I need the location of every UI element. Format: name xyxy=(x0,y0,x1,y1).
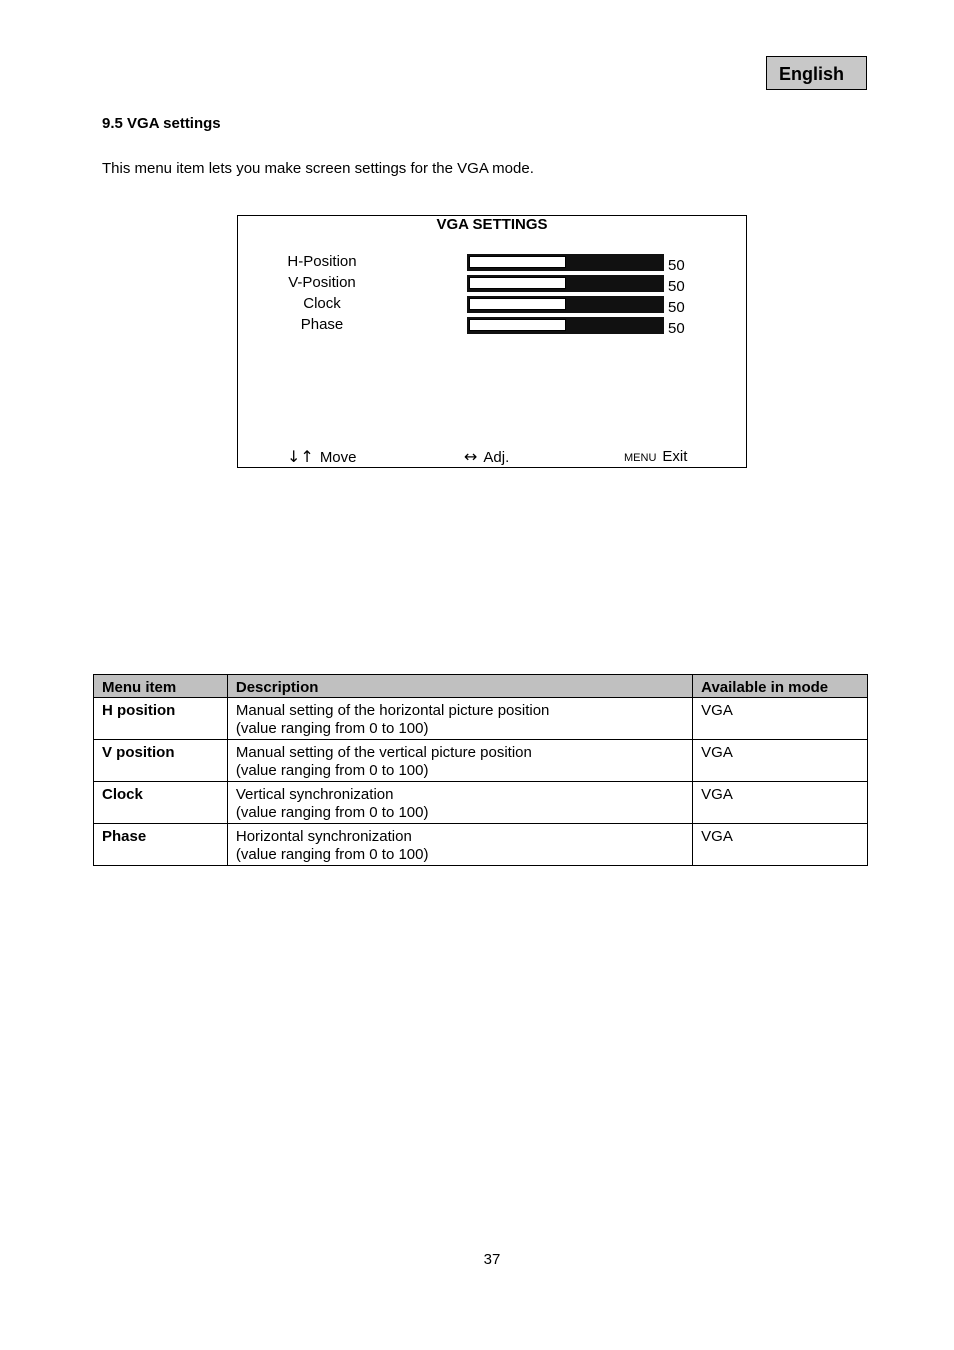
osd-value: 50 xyxy=(668,299,685,316)
menu-item-cell: V position xyxy=(94,740,228,782)
osd-slider-bar xyxy=(467,296,664,313)
osd-slider-bar xyxy=(467,317,664,334)
osd-row-v-position xyxy=(238,274,746,295)
description-cell xyxy=(227,740,692,782)
mode-cell: VGA xyxy=(693,782,868,824)
description-range: (value ranging from 0 to 100) xyxy=(235,762,429,779)
osd-row-clock xyxy=(238,295,746,316)
intro-text: This menu item lets you make screen settings for the VGA mode. xyxy=(102,160,534,177)
table-row xyxy=(94,698,868,740)
description-cell xyxy=(227,782,692,824)
osd-hint-move xyxy=(287,448,357,467)
left-right-arrow-icon: ↔ xyxy=(464,447,478,466)
osd-slider-fill xyxy=(469,277,566,289)
column-header-menu-item: Menu item xyxy=(94,675,228,698)
osd-title: VGA SETTINGS xyxy=(436,216,548,233)
description-line: Manual setting of the vertical picture position xyxy=(235,744,532,761)
osd-hint-exit xyxy=(624,448,687,467)
mode-cell: VGA xyxy=(693,698,868,740)
osd-slider-fill xyxy=(469,298,566,310)
vga-settings-table xyxy=(93,674,868,866)
osd-hint-adjust xyxy=(464,448,509,467)
mode-cell: VGA xyxy=(693,824,868,866)
osd-slider-bar xyxy=(467,275,664,292)
menu-item-cell: H position xyxy=(94,698,228,740)
osd-row-phase xyxy=(238,316,746,337)
table-row xyxy=(94,824,868,866)
osd-label: V-Position xyxy=(288,274,356,291)
column-header-available-in-mode: Available in mode xyxy=(693,675,868,698)
menu-item-cell: Phase xyxy=(94,824,228,866)
vga-settings-osd-panel xyxy=(237,215,747,468)
table-row xyxy=(94,740,868,782)
description-line: Vertical synchronization xyxy=(235,786,394,803)
adjust-label: Adj. xyxy=(483,449,510,466)
osd-slider-fill xyxy=(469,319,566,331)
osd-slider-bar xyxy=(467,254,664,271)
mode-cell: VGA xyxy=(693,740,868,782)
description-range: (value ranging from 0 to 100) xyxy=(235,846,429,863)
description-line: Manual setting of the horizontal picture position xyxy=(235,702,550,719)
osd-label: H-Position xyxy=(287,253,357,270)
osd-value: 50 xyxy=(668,320,685,337)
language-badge: English xyxy=(766,56,867,90)
osd-value: 50 xyxy=(668,257,685,274)
up-down-arrow-icon: ↓↑ xyxy=(287,447,314,466)
exit-label: Exit xyxy=(662,448,688,465)
menu-item-cell: Clock xyxy=(94,782,228,824)
osd-value: 50 xyxy=(668,278,685,295)
osd-slider-fill xyxy=(469,256,566,268)
description-range: (value ranging from 0 to 100) xyxy=(235,720,429,737)
description-cell xyxy=(227,824,692,866)
osd-label: Phase xyxy=(300,316,344,333)
column-header-description: Description xyxy=(227,675,692,698)
table-row xyxy=(94,782,868,824)
section-heading: 9.5 VGA settings xyxy=(102,115,221,132)
page-number: 37 xyxy=(483,1251,501,1268)
description-cell xyxy=(227,698,692,740)
osd-row-h-position xyxy=(238,253,746,274)
description-line: Horizontal synchronization xyxy=(235,828,412,845)
menu-key-label: MENU xyxy=(624,452,657,464)
description-range: (value ranging from 0 to 100) xyxy=(235,804,429,821)
osd-label: Clock xyxy=(303,295,341,312)
table-header-row xyxy=(94,675,868,698)
move-label: Move xyxy=(319,449,357,466)
